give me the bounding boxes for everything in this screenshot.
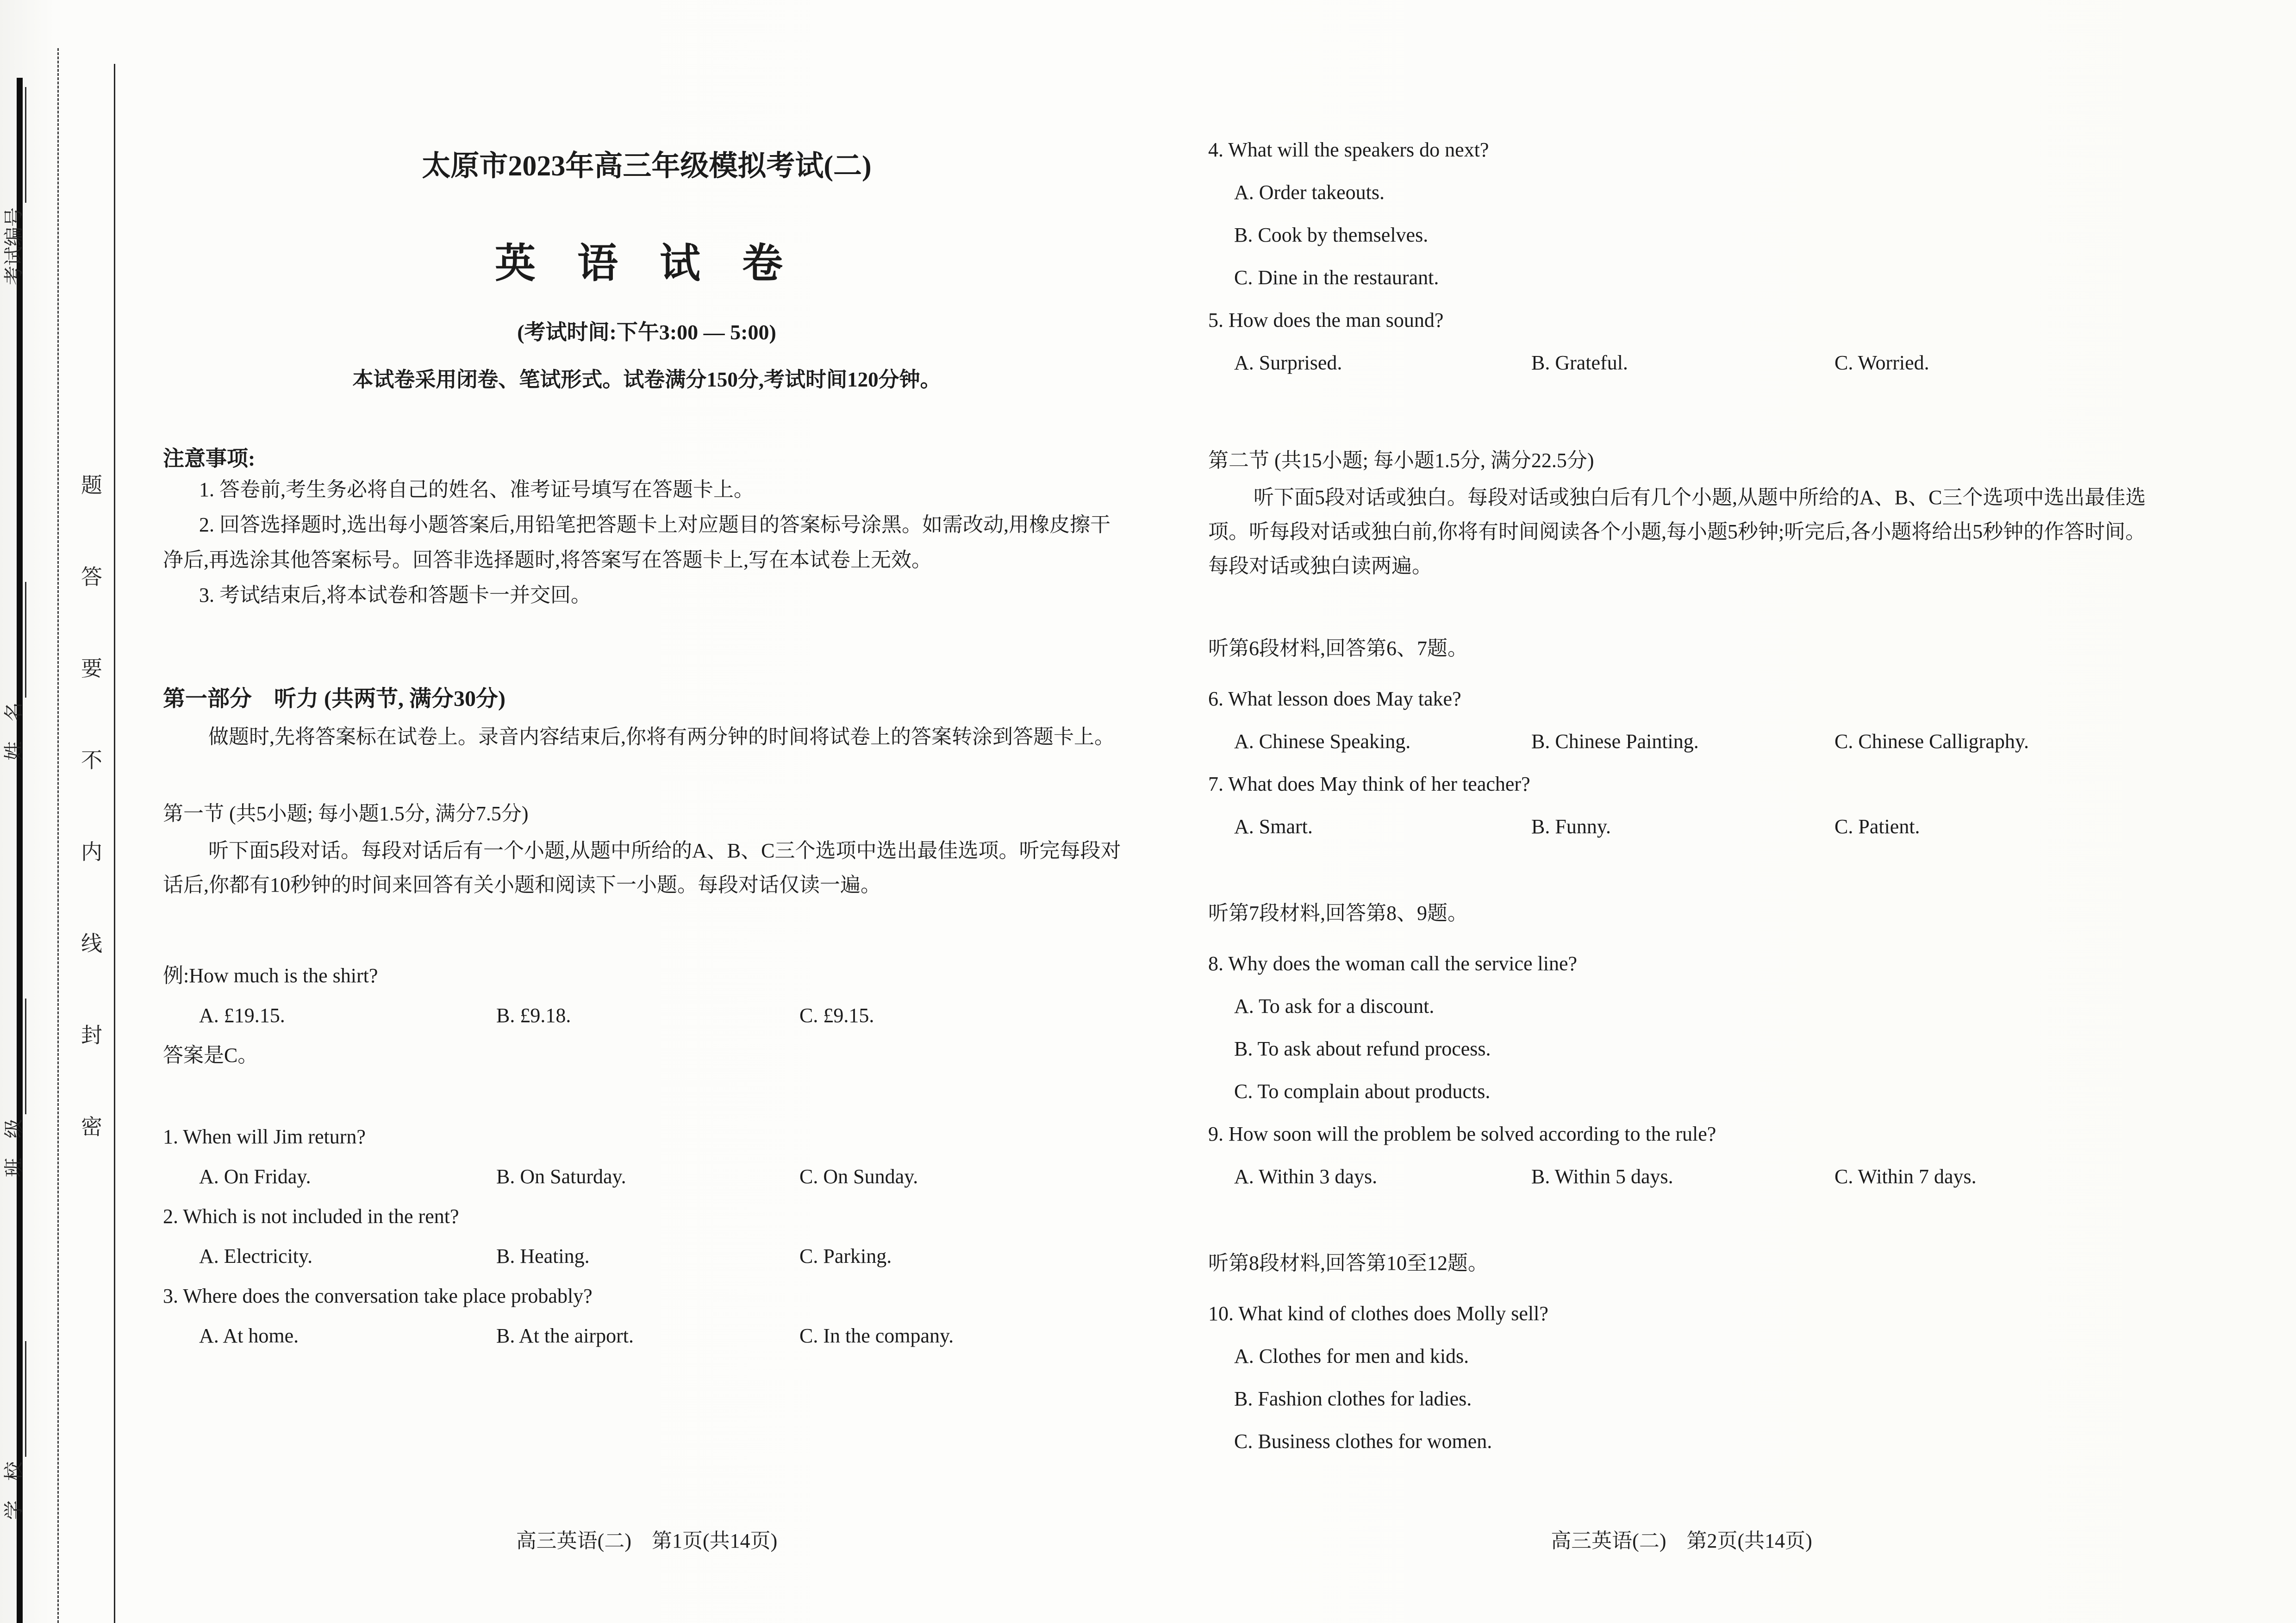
question-7-options bbox=[1208, 805, 2155, 848]
exam-time-note: (考试时间:下午3:00 — 5:00) bbox=[517, 320, 776, 344]
section2-heading: 第二节 (共15小题; 每小题1.5分, 满分22.5分) bbox=[1208, 449, 1594, 472]
subject-title: 英 语 试 卷 bbox=[494, 242, 799, 287]
option: B. Chinese Painting. bbox=[1531, 730, 1699, 753]
question-6-options bbox=[1208, 720, 2155, 763]
question-2-options bbox=[163, 1236, 1130, 1276]
seal-field-label: 姓 名 bbox=[4, 702, 25, 761]
question-2-text: 2. Which is not included in the rent? bbox=[163, 1205, 459, 1228]
option: A. At home. bbox=[199, 1324, 299, 1347]
option: A. On Friday. bbox=[199, 1165, 311, 1188]
page-1 bbox=[163, 0, 1130, 1623]
seal-field-name bbox=[0, 558, 26, 785]
example-question-text: 例:How much is the shirt? bbox=[163, 964, 378, 987]
seal-char: 题 bbox=[81, 474, 102, 497]
option: C. Chinese Calligraphy. bbox=[1834, 730, 2029, 753]
seal-field-label: 考试编号 bbox=[4, 207, 25, 286]
option: B. Heating. bbox=[496, 1245, 590, 1267]
option: C. Business clothes for women. bbox=[1234, 1430, 1492, 1453]
option: B. Cook by themselves. bbox=[1234, 224, 1429, 246]
option: A. £19.15. bbox=[199, 1004, 285, 1027]
example-answer-note: 答案是C。 bbox=[163, 1044, 258, 1067]
seal-char: 线 bbox=[81, 932, 102, 955]
question-7-text: 7. What does May think of her teacher? bbox=[1208, 773, 1530, 795]
option: A. Within 3 days. bbox=[1234, 1165, 1378, 1188]
question-8-text: 8. Why does the woman call the service line? bbox=[1208, 952, 1578, 975]
question-10-options bbox=[1208, 1335, 2155, 1463]
notice-item: 2. 回答选择题时,选出每小题答案后,用铅笔把答题卡上对应题目的答案标号涂黑。如需改动,用橡皮擦干净后,再选涂其他答案标号。回答非选择题时,将答案写在答题卡上,写在本试卷上无效。 bbox=[163, 513, 1111, 571]
section1-intro: 听下面5段对话。每段对话后有一个小题,从题中所给的A、B、C三个选项中选出最佳选项。听完每段对话后,你都有10秒钟的时间来回答有关小题和阅读下一小题。每段对话仅读一遍。 bbox=[163, 839, 1121, 896]
seal-char: 密 bbox=[81, 1115, 102, 1139]
option: C. Dine in the restaurant. bbox=[1234, 266, 1439, 289]
option: C. Within 7 days. bbox=[1834, 1165, 1977, 1188]
seal-field-exam-number bbox=[0, 73, 26, 300]
option: B. To ask about refund process. bbox=[1234, 1037, 1491, 1060]
option: C. £9.15. bbox=[799, 1004, 874, 1027]
option: A. Chinese Speaking. bbox=[1234, 730, 1411, 753]
question-3-options bbox=[163, 1316, 1130, 1356]
seal-field-blank-line bbox=[7, 1341, 26, 1457]
option: C. Worried. bbox=[1834, 351, 1929, 374]
option: C. On Sunday. bbox=[799, 1165, 918, 1188]
seal-field-label: 学 校 bbox=[4, 1461, 25, 1520]
seal-field-class bbox=[0, 974, 26, 1201]
material-7-note: 听第7段材料,回答第8、9题。 bbox=[1208, 902, 1468, 924]
material-6-note: 听第6段材料,回答第6、7题。 bbox=[1208, 637, 1468, 660]
option: C. Patient. bbox=[1834, 815, 1920, 838]
section1-heading: 第一节 (共5小题; 每小题1.5分, 满分7.5分) bbox=[163, 802, 529, 825]
option: B. At the airport. bbox=[496, 1324, 634, 1347]
seal-char: 内 bbox=[81, 840, 102, 864]
seal-chars-column bbox=[68, 468, 116, 1141]
question-6-text: 6. What lesson does May take? bbox=[1208, 687, 1461, 710]
section2-intro: 听下面5段对话或独白。每段对话或独白后有几个小题,从题中所给的A、B、C三个选项中选出最佳选项。听每段对话或独白前,你将有时间阅读各个小题,每小题5秒钟;听完后,各小题将给出5秒钟的作答时间。每段对话或独白读两遍。 bbox=[1208, 486, 2146, 577]
option: A. Surprised. bbox=[1234, 351, 1342, 374]
seal-char: 答 bbox=[81, 565, 102, 589]
seal-dashed-rule bbox=[57, 48, 59, 1623]
part1-heading: 第一部分 听力 (共两节, 满分30分) bbox=[163, 687, 505, 711]
seal-char: 要 bbox=[81, 657, 102, 680]
option: B. Funny. bbox=[1531, 815, 1611, 838]
option: C. To complain about products. bbox=[1234, 1080, 1491, 1103]
scan-content bbox=[163, 0, 2296, 1623]
notice-heading: 注意事项: bbox=[163, 447, 256, 470]
option: A. Electricity. bbox=[199, 1245, 313, 1267]
question-9-options bbox=[1208, 1155, 2155, 1198]
page-1-footer: 高三英语(二) 第1页(共14页) bbox=[516, 1529, 778, 1552]
example-question-options bbox=[163, 996, 1130, 1036]
question-1-text: 1. When will Jim return? bbox=[163, 1125, 366, 1148]
page-2-footer: 高三英语(二) 第2页(共14页) bbox=[1551, 1529, 1812, 1552]
seal-field-blank-line bbox=[7, 999, 26, 1114]
notice-item: 3. 考试结束后,将本试卷和答题卡一并交回。 bbox=[199, 584, 591, 606]
question-5-options bbox=[1208, 342, 2155, 384]
option: A. Clothes for men and kids. bbox=[1234, 1345, 1469, 1367]
option: A. Order takeouts. bbox=[1234, 181, 1385, 204]
question-4-text: 4. What will the speakers do next? bbox=[1208, 138, 1489, 161]
question-10-text: 10. What kind of clothes does Molly sell? bbox=[1208, 1302, 1548, 1325]
option: A. Smart. bbox=[1234, 815, 1313, 838]
option: B. £9.18. bbox=[496, 1004, 571, 1027]
material-8-note: 听第8段材料,回答第10至12题。 bbox=[1208, 1252, 1488, 1274]
option: B. On Saturday. bbox=[496, 1165, 626, 1188]
seal-field-school bbox=[0, 1317, 26, 1544]
seal-field-blank-line bbox=[7, 87, 26, 203]
option: B. Grateful. bbox=[1531, 351, 1628, 374]
option: B. Within 5 days. bbox=[1531, 1165, 1673, 1188]
question-8-options bbox=[1208, 985, 2155, 1113]
seal-char: 封 bbox=[81, 1024, 102, 1047]
seal-char: 不 bbox=[81, 749, 102, 772]
part1-intro: 做题时,先将答案标在试卷上。录音内容结束后,你将有两分钟的时间将试卷上的答案转涂到答题卡上。 bbox=[208, 725, 1115, 748]
page-2 bbox=[1208, 0, 2155, 1623]
question-9-text: 9. How soon will the problem be solved according to the rule? bbox=[1208, 1123, 1716, 1145]
notice-item: 1. 答卷前,考生务必将自己的姓名、准考证号填写在答题卡上。 bbox=[199, 478, 754, 501]
question-5-text: 5. How does the man sound? bbox=[1208, 309, 1444, 331]
seal-field-label: 班 级 bbox=[4, 1119, 25, 1178]
question-3-text: 3. Where does the conversation take place probably? bbox=[163, 1285, 593, 1307]
exam-title: 太原市2023年高三年级模拟考试(二) bbox=[422, 150, 872, 182]
option: A. To ask for a discount. bbox=[1234, 995, 1435, 1017]
seal-field-blank-line bbox=[7, 582, 26, 698]
option: C. In the company. bbox=[799, 1324, 954, 1347]
option: C. Parking. bbox=[799, 1245, 892, 1267]
question-4-options bbox=[1208, 171, 2155, 299]
exam-format-note: 本试卷采用闭卷、笔试形式。试卷满分150分,考试时间120分钟。 bbox=[352, 368, 941, 391]
option: B. Fashion clothes for ladies. bbox=[1234, 1387, 1472, 1410]
question-1-options bbox=[163, 1157, 1130, 1197]
